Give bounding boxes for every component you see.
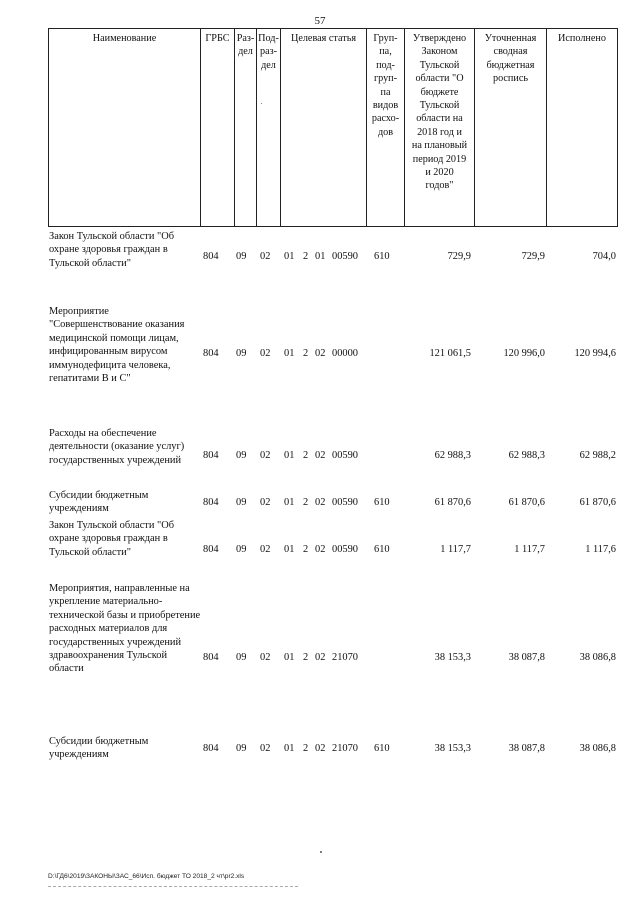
- row-grbs: 804: [203, 497, 219, 508]
- file-path-footer: D:\ГД6\2019\ЗАКОНЫ\ЗАС_66\Исп. бюджет ТО 2018_2 чт\pr2.xls: [48, 873, 245, 880]
- row-group: 610: [374, 251, 390, 262]
- row-name: Расходы на обеспечение деятельности (оказание услуг) государственных учреждений: [49, 428, 185, 466]
- row-executed: 61 870,6: [579, 497, 616, 508]
- row-revised: 38 087,8: [508, 743, 545, 754]
- row-target-2: 2: [303, 251, 309, 262]
- row-target-2: 2: [303, 497, 309, 508]
- row-target-4: 00590: [332, 251, 358, 262]
- row-razdel: 09: [236, 450, 247, 461]
- row-podrazdel: 02: [260, 544, 271, 555]
- header-divider: [546, 28, 547, 226]
- header-podrazdel: Под- раз- дел: [258, 33, 279, 71]
- row-approved: 38 153,3: [434, 652, 471, 663]
- header-divider: [200, 28, 201, 226]
- row-target-3: 01: [315, 251, 326, 262]
- row-target-4: 00590: [332, 544, 358, 555]
- row-revised: 120 996,0: [503, 348, 545, 359]
- row-podrazdel: 02: [260, 348, 271, 359]
- row-approved: 61 870,6: [434, 497, 471, 508]
- row-executed: 38 086,8: [579, 652, 616, 663]
- row-razdel: 09: [236, 544, 247, 555]
- scan-speck: [320, 851, 322, 853]
- row-target-2: 2: [303, 652, 309, 663]
- header-name: Наименование: [92, 33, 157, 44]
- row-name: Мероприятие "Совершенствование оказания медицинской помощи лицам, инфицированным вирусом иммунодефицита человека, гепатитами В и С": [49, 306, 185, 385]
- header-divider: [280, 28, 281, 226]
- header-revised: Уточненная сводная бюджетная роспись: [484, 33, 537, 85]
- header-razdel: Раз- дел: [236, 33, 255, 58]
- row-executed: 704,0: [592, 251, 616, 262]
- row-target-3: 02: [315, 348, 326, 359]
- row-executed: 38 086,8: [579, 743, 616, 754]
- row-target-3: 02: [315, 544, 326, 555]
- row-target-4: 21070: [332, 652, 358, 663]
- scan-speck: [261, 103, 262, 104]
- row-target-3: 02: [315, 450, 326, 461]
- row-approved: 1 117,7: [440, 544, 471, 555]
- row-target-1: 01: [284, 544, 295, 555]
- header-approved: Утверждено Законом Тульской области "О бюджете Тульской области на 2018 год и на плановый период 2019 и 2020 годов": [411, 33, 468, 192]
- row-podrazdel: 02: [260, 743, 271, 754]
- row-target-2: 2: [303, 348, 309, 359]
- row-revised: 38 087,8: [508, 652, 545, 663]
- header-top-border: [48, 28, 618, 29]
- row-target-2: 2: [303, 544, 309, 555]
- row-target-1: 01: [284, 743, 295, 754]
- row-grbs: 804: [203, 652, 219, 663]
- row-revised: 729,9: [521, 251, 545, 262]
- row-revised: 1 117,7: [514, 544, 545, 555]
- row-target-4: 00590: [332, 497, 358, 508]
- row-podrazdel: 02: [260, 497, 271, 508]
- header-divider: [48, 28, 49, 226]
- row-razdel: 09: [236, 652, 247, 663]
- page-number: 57: [314, 15, 326, 27]
- row-grbs: 804: [203, 544, 219, 555]
- row-razdel: 09: [236, 348, 247, 359]
- footer-rule: [48, 886, 298, 888]
- row-target-1: 01: [284, 251, 295, 262]
- row-podrazdel: 02: [260, 450, 271, 461]
- row-target-3: 02: [315, 743, 326, 754]
- row-approved: 729,9: [447, 251, 471, 262]
- row-grbs: 804: [203, 450, 219, 461]
- row-executed: 120 994,6: [574, 348, 616, 359]
- row-target-1: 01: [284, 450, 295, 461]
- header-target: Целевая статья: [290, 33, 357, 44]
- row-name: Субсидии бюджетным учреждениям: [49, 736, 149, 761]
- row-podrazdel: 02: [260, 251, 271, 262]
- header-grbs: ГРБС: [205, 33, 230, 44]
- row-target-4: 00000: [332, 348, 358, 359]
- row-executed: 62 988,2: [579, 450, 616, 461]
- row-name: Субсидии бюджетным учреждениям: [49, 490, 149, 515]
- row-revised: 61 870,6: [508, 497, 545, 508]
- row-group: 610: [374, 497, 390, 508]
- row-grbs: 804: [203, 743, 219, 754]
- row-target-1: 01: [284, 497, 295, 508]
- row-executed: 1 117,6: [585, 544, 616, 555]
- header-bottom-border: [48, 226, 618, 227]
- row-podrazdel: 02: [260, 652, 271, 663]
- row-name: Закон Тульской области "Об охране здоровья граждан в Тульской области": [49, 520, 175, 558]
- row-target-4: 21070: [332, 743, 358, 754]
- row-razdel: 09: [236, 743, 247, 754]
- row-group: 610: [374, 544, 390, 555]
- row-target-3: 02: [315, 652, 326, 663]
- row-name: Закон Тульской области "Об охране здоровья граждан в Тульской области": [49, 231, 175, 269]
- row-grbs: 804: [203, 251, 219, 262]
- row-approved: 121 061,5: [429, 348, 471, 359]
- row-group: 610: [374, 743, 390, 754]
- row-target-2: 2: [303, 743, 309, 754]
- row-target-3: 02: [315, 497, 326, 508]
- row-target-2: 2: [303, 450, 309, 461]
- row-target-1: 01: [284, 348, 295, 359]
- header-group: Груп- па, под- груп- па видов расхо- дов: [371, 33, 400, 138]
- row-approved: 38 153,3: [434, 743, 471, 754]
- row-revised: 62 988,3: [508, 450, 545, 461]
- row-name: Мероприятия, направленные на укрепление материально-технической базы и приобретение расходных материалов для государственных учреждений здравоохранения Тульской области: [49, 583, 201, 675]
- header-executed: Исполнено: [558, 33, 606, 44]
- row-razdel: 09: [236, 251, 247, 262]
- row-approved: 62 988,3: [434, 450, 471, 461]
- header-divider: [617, 28, 618, 226]
- row-grbs: 804: [203, 348, 219, 359]
- row-target-4: 00590: [332, 450, 358, 461]
- row-razdel: 09: [236, 497, 247, 508]
- row-target-1: 01: [284, 652, 295, 663]
